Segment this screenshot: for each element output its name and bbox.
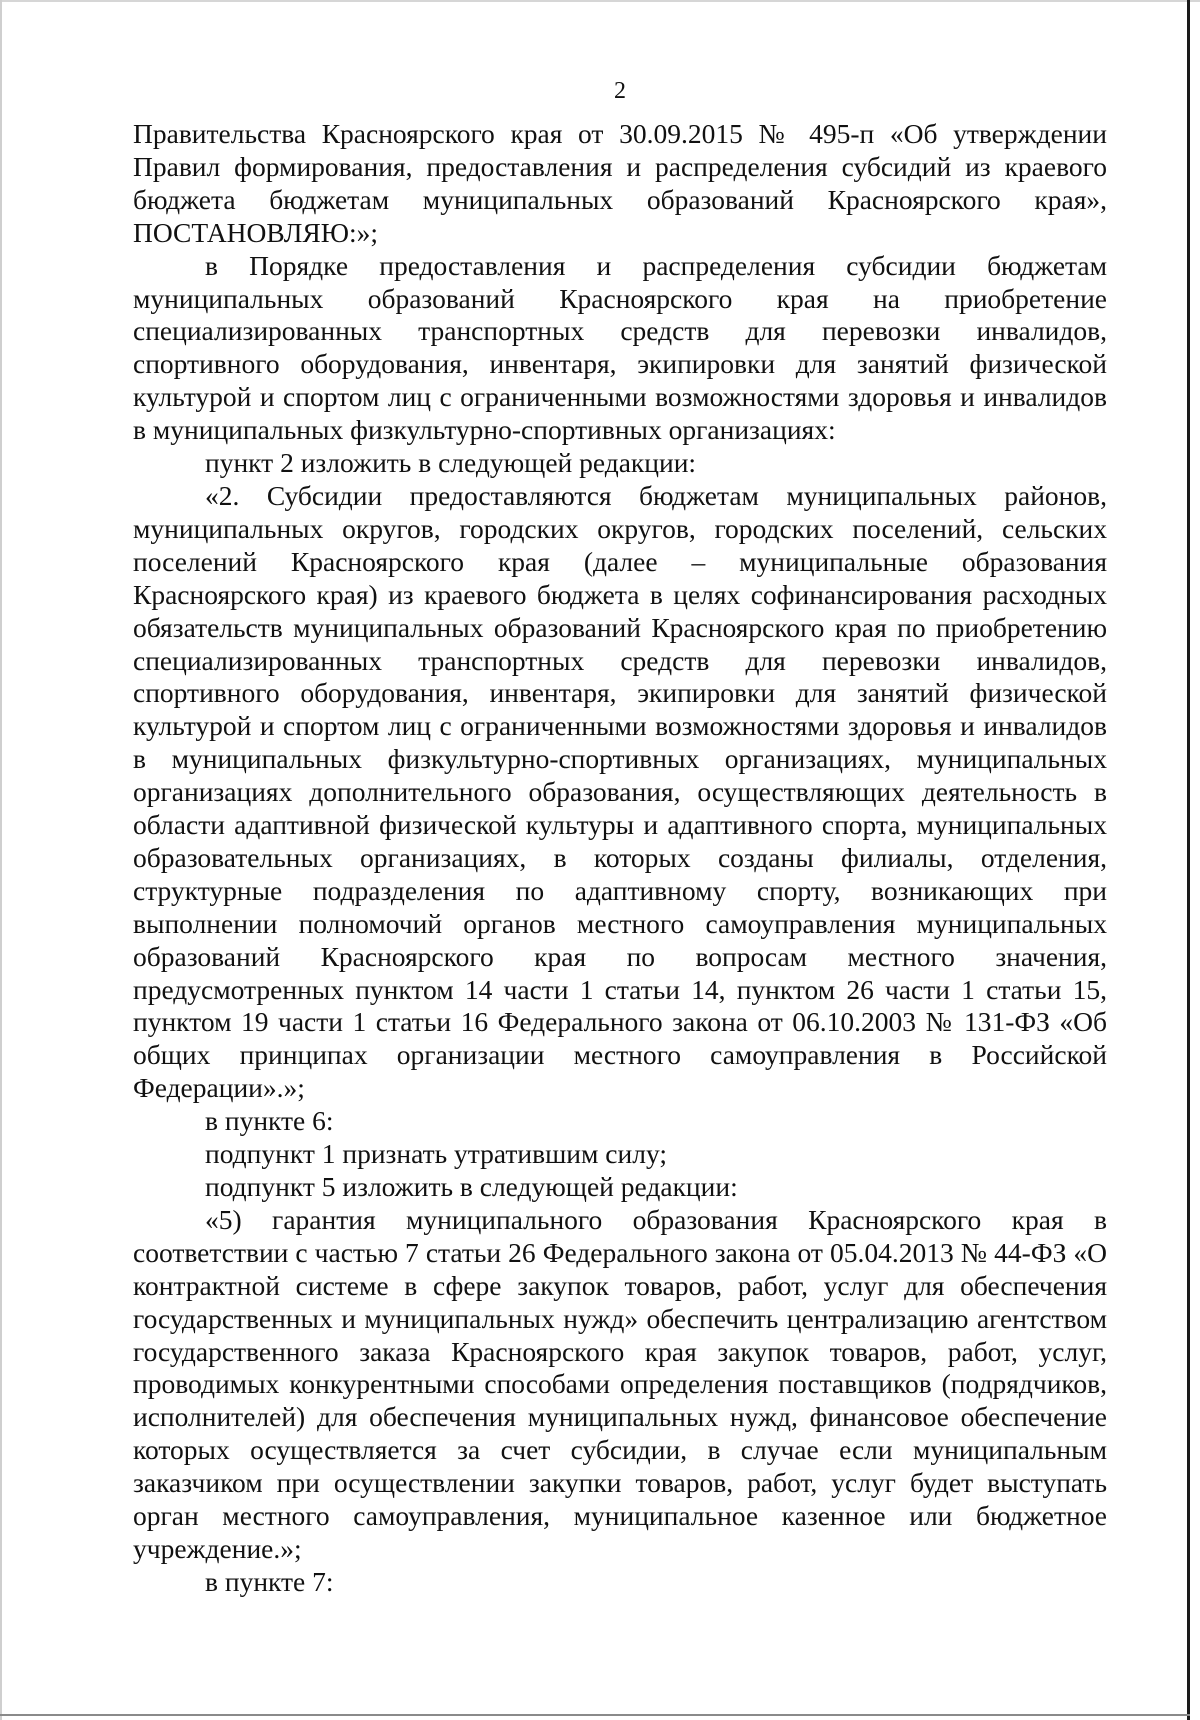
paragraph-procedure-title: в Порядке предоставления и распределения субсидии бюджетам муниципальных образований Красноярского края на приобретение специализированных транспортных средств для перевозки инвалидов, спортивного оборудования, инвентаря, экипировки для занятий физической культурой и спортом лиц с ограниченными возможностями здоровья и инвалидов в муниципальных физкультурно-спортивных организациях: — [133, 249, 1107, 446]
scan-top-edge — [0, 0, 1200, 2]
paragraph-point-7-intro: в пункте 7: — [205, 1565, 334, 1597]
page-number: 2 — [614, 78, 626, 104]
paragraph-point-6-intro: в пункте 6: — [205, 1105, 334, 1137]
scan-right-edge — [1187, 0, 1190, 1720]
document-body — [133, 118, 1107, 1599]
paragraph-point-2-text: «2. Субсидии предоставляются бюджетам муниципальных районов, муниципальных округов, городских округов, городских поселений, сельских поселений Красноярского края (далее – муниципальные образования Красноярского края) из краевого бюджета в целях софинансирования расходных обязательств муниципальных образований Красноярского края по приобретению специализированных транспортных средств для перевозки инвалидов, спортивного оборудования, инвентаря, экипировки для занятий физической культурой и спортом лиц с ограниченными возможностями здоровья и инвалидов в муниципальных физкультурно-спортивных организациях, муниципальных организациях дополнительного образования, осуществляющих деятельность в области адаптивной физической культуры и адаптивного спорта, муниципальных образовательных организациях, в которых созданы филиалы, отделения, структурные подразделения по адаптивному спорту, возникающих при выполнении полномочий органов местного самоуправления муниципальных образований Красноярского края по вопросам местного значения, предусмотренных пунктом 14 части 1 статьи 14, пунктом 26 части 1 статьи 15, пунктом 19 части 1 статьи 16 Федерального закона от 06.10.2003 № 131-ФЗ «Об общих принципах организации местного самоуправления в Российской Федерации».»; — [133, 479, 1107, 1104]
scan-left-edge — [0, 0, 2, 1720]
paragraph-point-2-intro: пункт 2 изложить в следующей редакции: — [205, 447, 697, 479]
scan-bottom-edge — [0, 1714, 1190, 1716]
paragraph-preamble: Правительства Красноярского края от 30.09.2015 № 495-п «Об утверждении Правил формирования, предоставления и распределения субсидий из краевого бюджета бюджетам муниципальных образований Красноярского края», ПОСТАНОВЛЯЮ:»; — [133, 118, 1107, 248]
paragraph-subpoint-5-intro: подпункт 5 изложить в следующей редакции: — [205, 1171, 738, 1202]
paragraph-subpoint-5-text: «5) гарантия муниципального образования Красноярского края в соответствии с частью 7 статьи 26 Федерального закона от 05.04.2013 № 44-ФЗ «О контрактной системе в сфере закупок товаров, работ, услуг для обеспечения государственных и муниципальных нужд» обеспечить централизацию агентством государственного заказа Красноярского края закупок товаров, работ, услуг, проводимых конкурентными способами определения поставщиков (подрядчиков, исполнителей) для обеспечения муниципальных нужд, финансовое обеспечение которых осуществляется за счет субсидии, в случае если муниципальным заказчиком при осуществлении закупки товаров, работ, услуг будет выступать орган местного самоуправления, муниципальное казенное или бюджетное учреждение.»; — [133, 1203, 1107, 1564]
paragraph-subpoint-1: подпункт 1 признать утратившим силу; — [205, 1138, 667, 1170]
